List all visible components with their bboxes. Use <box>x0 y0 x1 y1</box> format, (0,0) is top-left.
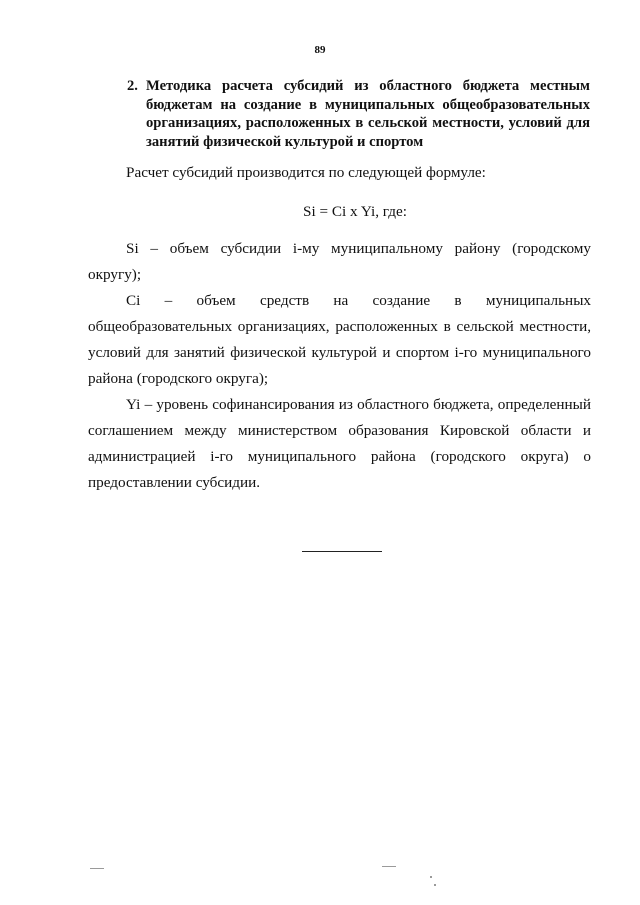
scan-speck <box>434 884 436 886</box>
definition-yi: Yi – уровень софинансирования из областного бюджета, определенный соглашением между министерством образования Кировской области и администрацией i-го муниципального района (городского округа) о предоставлении субсидии. <box>88 396 591 491</box>
scan-speck <box>382 866 396 867</box>
page-number: 89 <box>314 44 326 56</box>
closing-rule <box>302 551 382 552</box>
section-heading <box>127 77 590 151</box>
definition-si: Si – объем субсидии i-му муниципальному району (городскому округу); <box>88 240 591 283</box>
scan-speck <box>430 876 432 878</box>
scan-speck <box>90 868 104 869</box>
section-title: Методика расчета субсидий из областного бюджета местным бюджетам на создание в муниципальных общеобразовательных организациях, расположенных в сельской местности, условий для занятий физической культурой и спортом <box>146 78 590 150</box>
intro-paragraph: Расчет субсидий производится по следующей формуле: <box>126 164 486 181</box>
definition-ci: Ci – объем средств на создание в муниципальных общеобразовательных организациях, расположенных в сельской местности, условий для занятий физической культурой и спортом i-го муниципального района (городского округа); <box>88 292 591 387</box>
formula: Si = Ci x Yi, где: <box>303 203 407 220</box>
section-number: 2. <box>127 78 138 94</box>
